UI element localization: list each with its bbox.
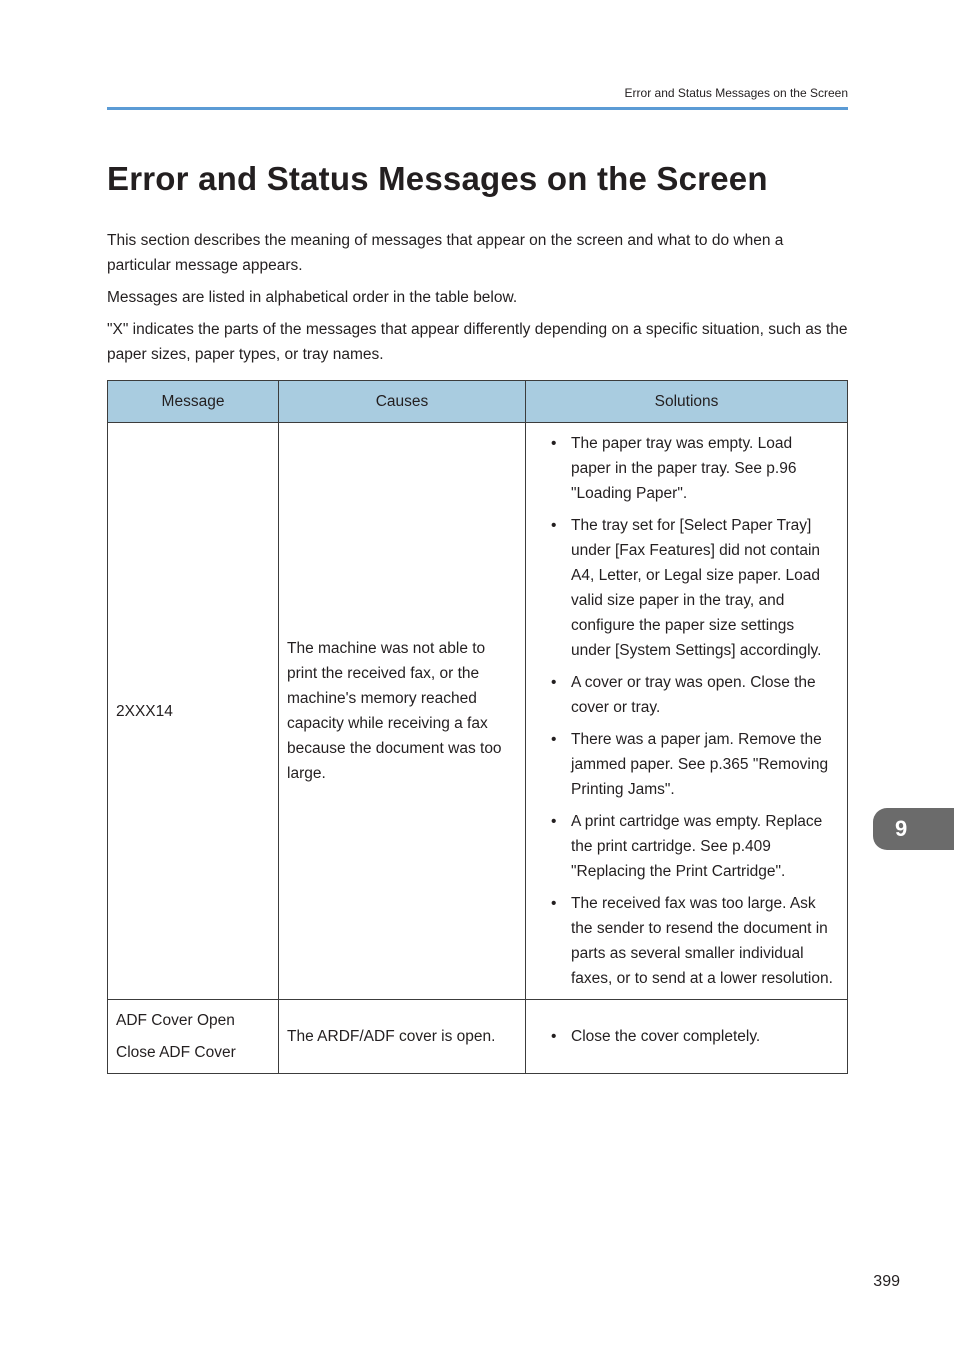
intro-text [107, 228, 848, 374]
message-text: Close ADF Cover [116, 1044, 236, 1061]
solution-item: • Close the cover completely. [546, 1024, 835, 1049]
table-row [108, 1000, 848, 1074]
message-text: ADF Cover Open [116, 1012, 235, 1029]
header-rule [107, 107, 848, 110]
page-number: 399 [873, 1273, 900, 1290]
message-text: 2XXX14 [116, 702, 173, 720]
solution-item: • There was a paper jam. Remove the jammed paper. See p.365 "Removing Printing Jams". [546, 727, 835, 802]
column-header-solutions: Solutions [526, 381, 848, 423]
solution-item: • The received fax was too large. Ask the sender to resend the document in parts as several smaller individual faxes, or to send at a lower resolution. [546, 891, 835, 991]
solutions-cell [526, 1000, 848, 1074]
table-header-row [108, 381, 848, 423]
solution-item: • A cover or tray was open. Close the cover or tray. [546, 670, 835, 720]
message-cell [108, 423, 279, 1000]
column-header-causes: Causes [279, 381, 526, 423]
solutions-cell [526, 423, 848, 1000]
solution-item: • A print cartridge was empty. Replace the print cartridge. See p.409 "Replacing the Print Cartridge". [546, 809, 835, 884]
page-title: Error and Status Messages on the Screen [107, 160, 768, 197]
messages-table [107, 380, 848, 1074]
table-row [108, 423, 848, 1000]
message-cell [108, 1000, 279, 1074]
cause-cell: The machine was not able to print the received fax, or the machine's memory reached capacity while receiving a fax because the document was too large. [279, 423, 526, 1000]
running-header: Error and Status Messages on the Screen [624, 86, 848, 100]
intro-paragraph: This section describes the meaning of messages that appear on the screen and what to do when a particular message appears. [107, 232, 784, 274]
cause-cell: The ARDF/ADF cover is open. [279, 1000, 526, 1074]
intro-paragraph: "X" indicates the parts of the messages that appear differently depending on a specific situation, such as the paper sizes, paper types, or tray names. [107, 321, 848, 363]
solutions-list [546, 1024, 835, 1049]
solution-item: • The paper tray was empty. Load paper in the paper tray. See p.96 "Loading Paper". [546, 431, 835, 506]
chapter-tab: 9 [873, 808, 954, 850]
solution-item: • The tray set for [Select Paper Tray] under [Fax Features] did not contain A4, Letter, or Legal size paper. Load valid size paper in the tray, and configure the paper size settings under [System Settings] accordingly. [546, 513, 835, 663]
solutions-list [546, 431, 835, 991]
column-header-message: Message [108, 381, 279, 423]
intro-paragraph: Messages are listed in alphabetical order in the table below. [107, 289, 518, 306]
